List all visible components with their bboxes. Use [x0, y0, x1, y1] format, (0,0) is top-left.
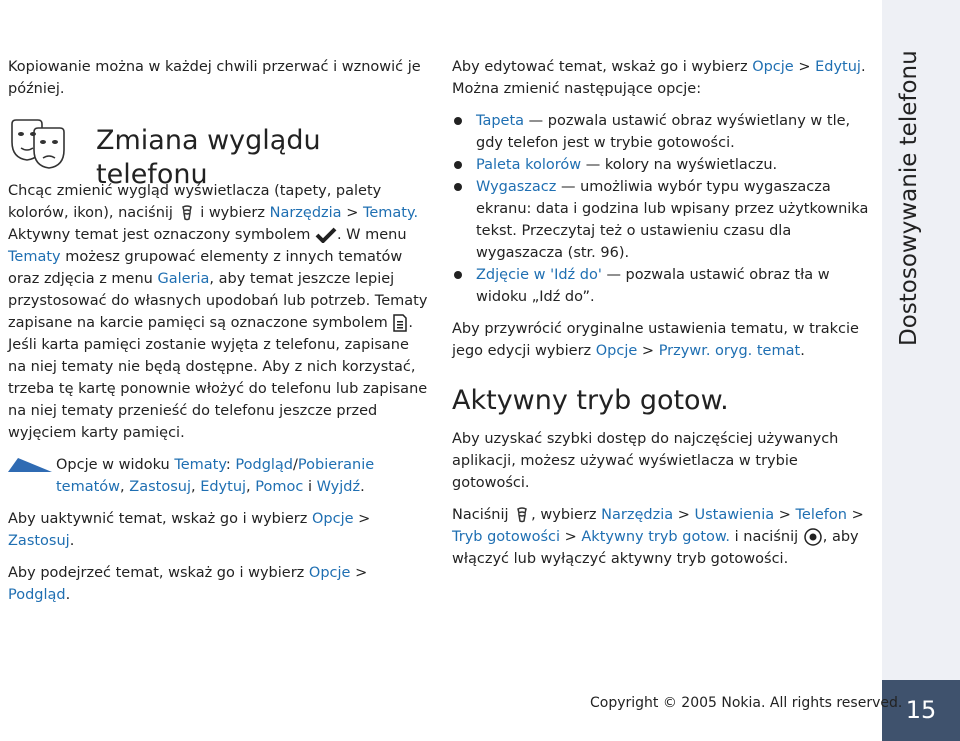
copyright: Copyright © 2005 Nokia. All rights reserved.: [590, 695, 903, 711]
checkmark-icon: [315, 227, 337, 243]
link-note-tematy[interactable]: Tematy: [174, 457, 226, 473]
link-zastosuj-activate[interactable]: Zastosuj: [8, 533, 70, 549]
note-arrow-icon: [8, 458, 52, 472]
sidebar-title: Dostosowywanie telefonu: [896, 50, 922, 346]
link-opcje-edit[interactable]: Opcje: [752, 59, 794, 75]
section-title-standby: Aktywny tryb gotow.: [452, 385, 729, 416]
bullet-icon: [454, 183, 462, 191]
option-term[interactable]: Wygaszacz: [476, 179, 557, 195]
link-tematy[interactable]: Tematy.: [362, 205, 419, 221]
list-item: Tapeta — pozwala ustawić obraz wyświetlany w tle, gdy telefon jest w trybie gotowości.: [452, 110, 872, 154]
link-narzedzia-2[interactable]: Narzędzia: [601, 507, 674, 523]
options-list: [452, 110, 872, 308]
link-ustawienia[interactable]: Ustawienia: [694, 507, 775, 523]
link-opcje-preview[interactable]: Opcje: [308, 565, 351, 581]
link-wyjdz[interactable]: Wyjdź: [316, 479, 361, 495]
section-heading-row: [8, 114, 428, 190]
option-term[interactable]: Tapeta: [476, 113, 525, 129]
joystick-press-icon: [803, 527, 823, 547]
bullet-icon: [454, 117, 462, 125]
left-column: [8, 56, 428, 606]
link-przywr[interactable]: Przywr. oryg. temat: [658, 343, 801, 359]
link-tryb-gotowosci[interactable]: Tryb gotowości: [452, 529, 560, 545]
link-zastosuj[interactable]: Zastosuj: [129, 479, 191, 495]
link-podglad-preview[interactable]: Podgląd: [8, 587, 66, 603]
link-pobieranie[interactable]: Pobieranie tematów: [56, 457, 375, 495]
link-galeria[interactable]: Galeria: [157, 271, 210, 287]
menu-key-icon: [178, 204, 196, 222]
paragraph-preview: Aby podejrzeć temat, wskaż go i wybierz Opcje > Podgląd.: [8, 565, 368, 603]
menu-key-icon: [513, 506, 531, 524]
link-aktywny-tryb[interactable]: Aktywny tryb gotow.: [581, 529, 731, 545]
link-telefon[interactable]: Telefon: [795, 507, 847, 523]
paragraph-activate: Aby uaktywnić temat, wskaż go i wybierz Opcje > Zastosuj.: [8, 511, 371, 549]
theatre-masks-icon: [8, 118, 78, 170]
paragraph-themes: Chcąc zmienić wygląd wyświetlacza (tapety, palety kolorów, ikon), naciśnij i wybierz Narzędzia > Tematy. Aktywny temat jest oznaczony symbolem . W menu Tematy możesz grupować elementy z innych tematów oraz zdjęcia z menu Galeria, aby temat jeszcze lepiej przystosować do własnych upodobań lub potrzeb. Tematy zapisane na karcie pamięci są oznaczone symbolem . Jeśli karta pamięci zostanie wyjęta z telefonu, zapisane na niej tematy nie będą dostępne. Aby z nich korzystać, trzeba tę kartę ponownie włożyć do telefonu lub zapisane na niej tematy przenieść do telefonu jeszcze przed wyjęciem karty pamięci.: [8, 183, 428, 441]
paragraph-restore: Aby przywrócić oryginalne ustawienia tematu, w trakcie jego edycji wybierz Opcje > Przywr. oryg. temat.: [452, 321, 859, 359]
bullet-icon: [454, 271, 462, 279]
right-column: [452, 56, 872, 570]
link-edytuj-edit[interactable]: Edytuj: [815, 59, 861, 75]
link-podglad[interactable]: Podgląd: [235, 457, 294, 473]
section-title-theme: Zmiana wyglądu telefonu: [96, 125, 321, 190]
link-edytuj[interactable]: Edytuj: [200, 479, 247, 495]
option-term[interactable]: Zdjęcie w 'Idź do': [476, 267, 602, 283]
paragraph-edit: Aby edytować temat, wskaż go i wybierz Opcje > Edytuj. Można zmienić następujące opcje:: [452, 59, 866, 97]
paragraph-interrupt: Kopiowanie można w każdej chwili przerwać i wznowić je później.: [8, 59, 421, 97]
memory-card-icon: [392, 313, 408, 333]
link-opcje-restore[interactable]: Opcje: [595, 343, 638, 359]
list-item: Zdjęcie w 'Idź do' — pozwala ustawić obraz tła w widoku „Idź do”.: [452, 264, 872, 308]
link-pomoc[interactable]: Pomoc: [255, 479, 304, 495]
list-item: Paleta kolorów — kolory na wyświetlaczu.: [452, 154, 872, 176]
paragraph-standby-steps: Naciśnij , wybierz Narzędzia > Ustawienia > Telefon > Tryb gotowości > Aktywny tryb gotow. i naciśnij , aby włączyć lub wyłączyć aktywny tryb gotowości.: [452, 507, 864, 567]
list-item: Wygaszacz — umożliwia wybór typu wygaszacza ekranu: data i godzina lub wpisany przez użytkownika tekst. Przeczytaj też o ustawieniu czasu dla wygaszacza (str. 96).: [452, 176, 872, 264]
page-number: 15: [882, 680, 960, 741]
bullet-icon: [454, 161, 462, 169]
link-narzedzia[interactable]: Narzędzia: [269, 205, 342, 221]
note-options: Opcje w widoku Tematy: Podgląd/Pobieranie tematów, Zastosuj, Edytuj, Pomoc i Wyjdź.: [8, 454, 428, 498]
paragraph-standby-intro: Aby uzyskać szybki dostęp do najczęściej używanych aplikacji, możesz używać wyświetlacza w trybie gotowości.: [452, 431, 839, 491]
link-tematy-2[interactable]: Tematy: [8, 249, 61, 265]
option-term[interactable]: Paleta kolorów: [476, 157, 582, 173]
link-opcje-activate[interactable]: Opcje: [312, 511, 354, 527]
